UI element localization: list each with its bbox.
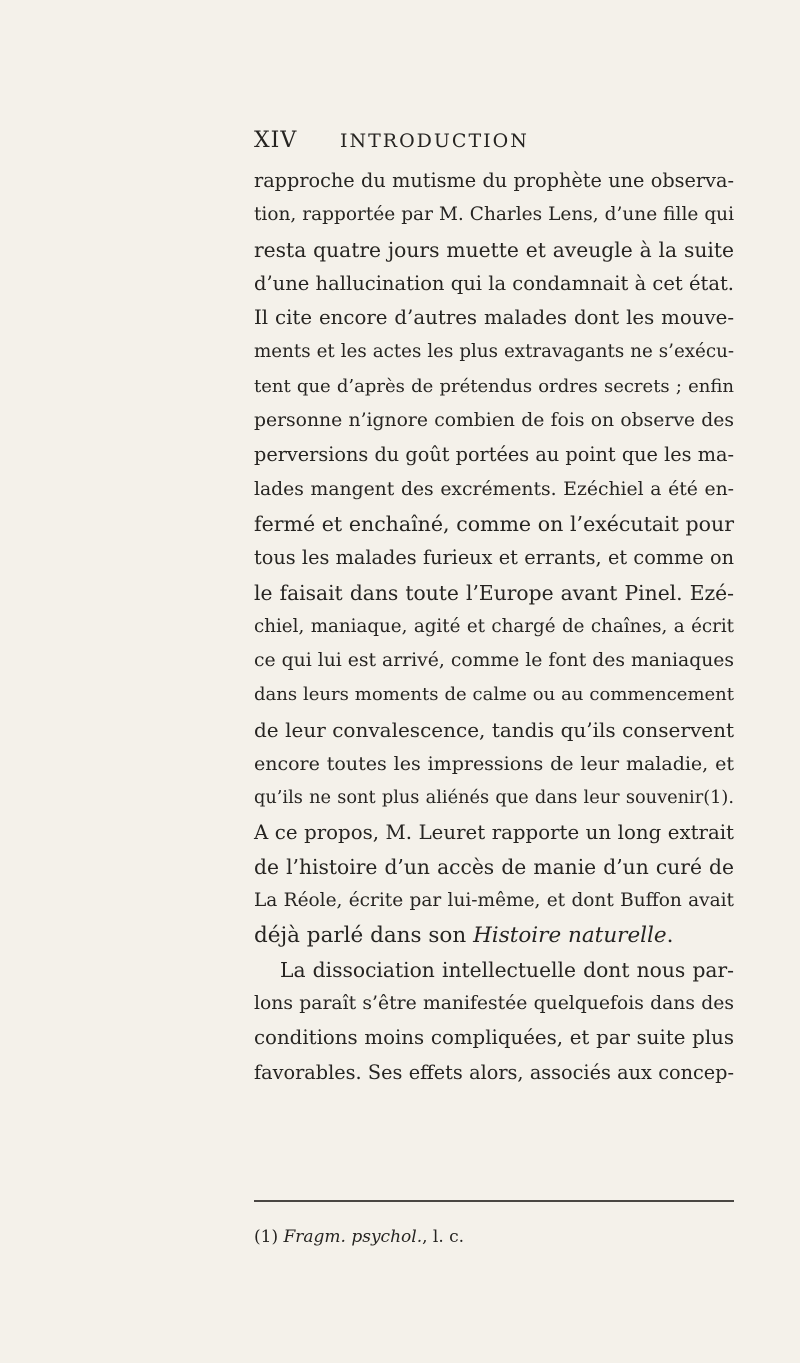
text-line: encore toutes les impressions de leur maladie, et xyxy=(254,753,734,776)
text-fragment: déjà parlé dans son xyxy=(254,922,474,948)
text-line: perversions du goût portées au point que les ma- xyxy=(254,443,734,467)
text-fragment: . xyxy=(666,922,674,948)
text-line: La dissociation intellectuelle dont nous par- xyxy=(280,957,734,982)
text-line: La Réole, écrite par lui-même, et dont Buffon avait xyxy=(254,890,734,912)
text-line: de leur convalescence, tandis qu’ils conservent xyxy=(254,717,734,742)
footnote-rest: , l. c. xyxy=(422,1227,465,1247)
text-line: fermé et enchaîné, comme on l’exécutait pour xyxy=(254,511,734,536)
footnote xyxy=(254,1224,734,1250)
book-title-italic: Histoire naturelle xyxy=(473,922,667,948)
text-line: ments et les actes les plus extravagants ne s’exécu- xyxy=(254,341,734,363)
text-line: d’une hallucination qui la condamnait à cet état. xyxy=(254,271,734,295)
text-line-with-title xyxy=(254,919,734,953)
body-text xyxy=(254,164,734,1090)
text-line: ce qui lui est arrivé, comme le font des maniaques xyxy=(254,650,734,672)
text-line: lades mangent des excréments. Ezéchiel a été en- xyxy=(254,478,734,500)
text-line: personne n’ignore combien de fois on observe des xyxy=(254,410,734,432)
footnote-marker: (1) xyxy=(254,1227,284,1247)
text-line: Il cite encore d’autres malades dont les mouve- xyxy=(254,306,734,330)
text-line: dans leurs moments de calme ou au commencement xyxy=(254,684,734,706)
text-line: qu’ils ne sont plus aliénés que dans leur souvenir(1). xyxy=(254,788,734,809)
text-line: le faisait dans toute l’Europe avant Pinel. Ezé- xyxy=(254,580,734,605)
running-head xyxy=(254,128,734,158)
text-line: lons paraît s’être manifestée quelquefois dans des xyxy=(254,993,734,1015)
text-line: tion, rapportée par M. Charles Lens, d’une fille qui xyxy=(254,204,734,226)
text-line: conditions moins compliquées, et par suite plus xyxy=(254,1026,734,1050)
text-line: de l’histoire d’un accès de manie d’un curé de xyxy=(254,854,734,879)
page-number: XIV xyxy=(254,128,298,153)
text-line: A ce propos, M. Leuret rapporte un long extrait xyxy=(254,820,734,844)
running-title: INTRODUCTION xyxy=(340,130,529,152)
footnote-rule xyxy=(254,1200,734,1202)
text-line: resta quatre jours muette et aveugle à la suite xyxy=(254,237,734,262)
text-line: chiel, maniaque, agité et chargé de chaînes, a écrit xyxy=(254,615,734,637)
text-line: tent que d’après de prétendus ordres secrets ; enfin xyxy=(254,375,734,397)
text-line: favorables. Ses effets alors, associés aux concep- xyxy=(254,1060,734,1084)
text-line: rapproche du mutisme du prophète une observa- xyxy=(254,169,734,192)
text-line: tous les malades furieux et errants, et comme on xyxy=(254,546,734,570)
footnote-source: Fragm. psychol. xyxy=(283,1227,423,1247)
